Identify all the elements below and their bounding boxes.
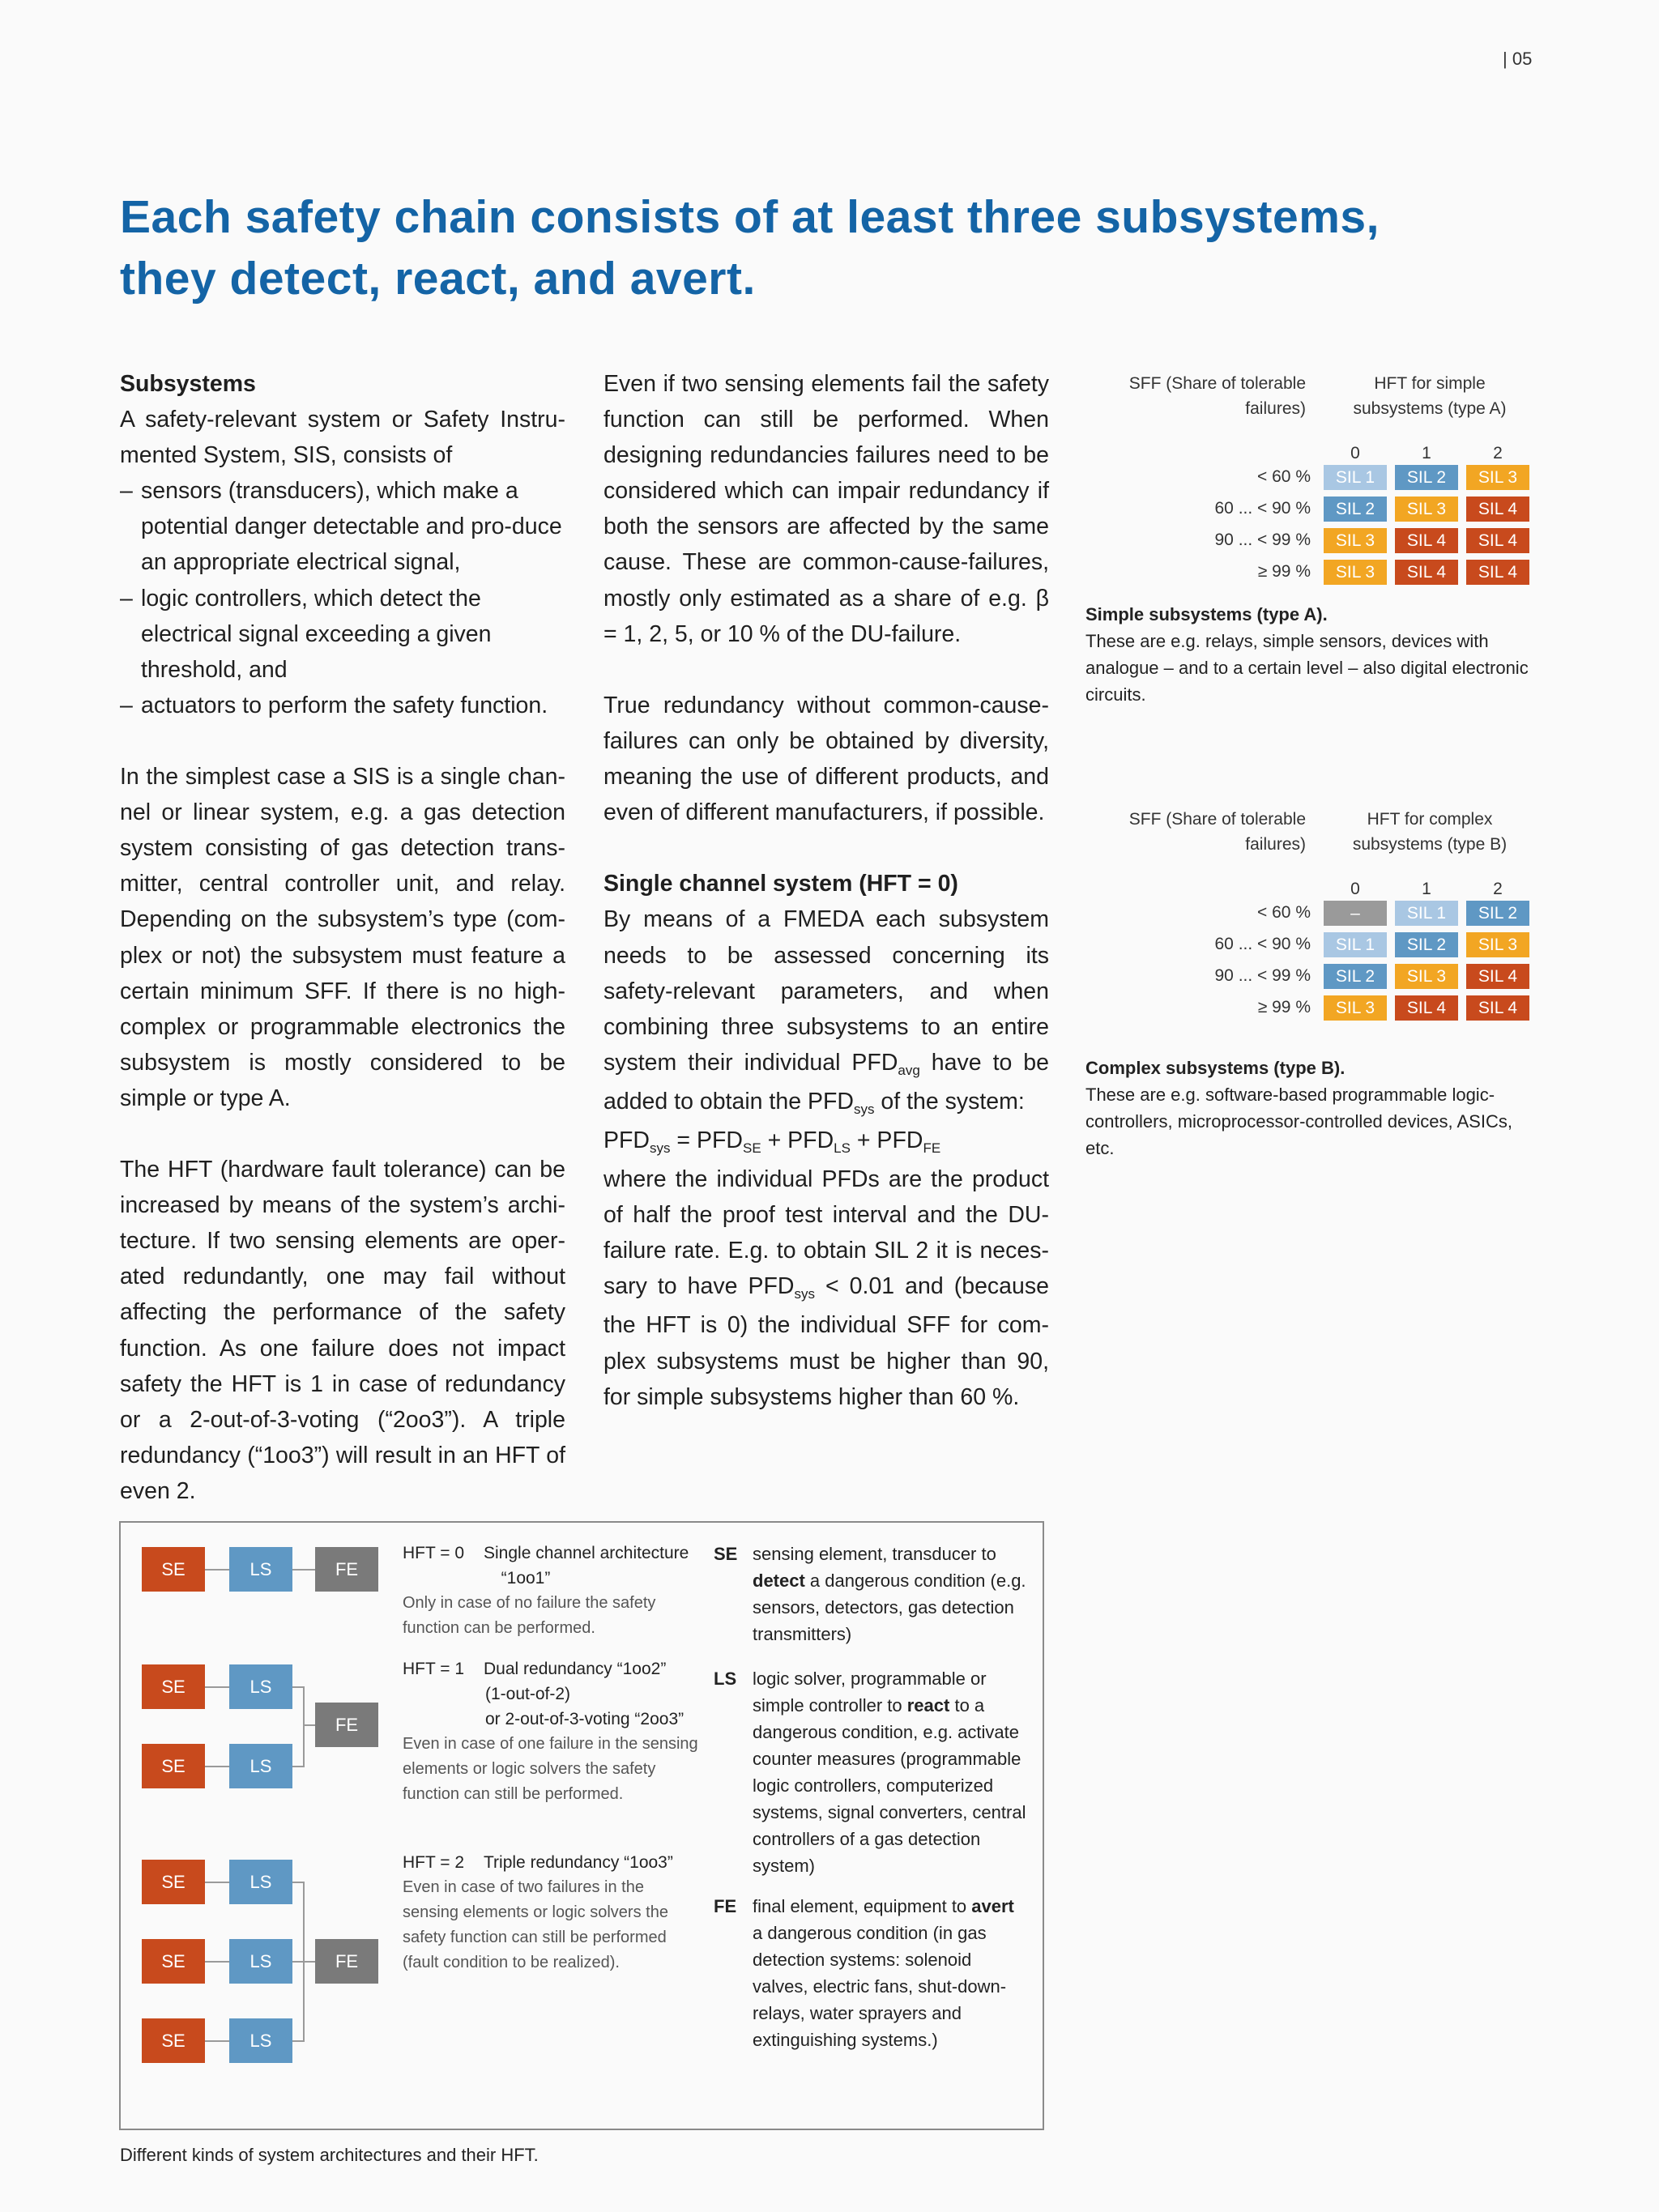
connector [205, 2040, 229, 2042]
hft-header: HFT for complex subsystems (type B) [1352, 810, 1508, 854]
title-line-2: they detect, react, and avert. [120, 253, 756, 305]
connector [292, 1961, 315, 1963]
ls-box: LS [229, 1664, 292, 1709]
hft-col-label: 1 [1422, 444, 1431, 462]
connector [205, 1569, 229, 1571]
se-box: SE [142, 2018, 205, 2063]
sff-range-label: < 60 % [1257, 903, 1311, 922]
sil-cell: SIL 4 [1466, 995, 1529, 1021]
sil-cell: SIL 3 [1324, 560, 1387, 585]
ls-box: LS [229, 1939, 292, 1984]
list-item [120, 473, 565, 580]
hft2-label: HFT = 2 [403, 1853, 465, 1872]
hft0-title: Single channel architecture [484, 1544, 689, 1562]
sff-range-label: 90 ... < 99 % [1214, 966, 1311, 985]
legend-text: final element, equipment to avert a dangerous condition (in gas detection systems: solenoid valves, electric fans, shut-down-relays, water sprayers and extinguishing systems.) [753, 1896, 1014, 2050]
fe-box: FE [315, 1939, 378, 1984]
sil-cell: SIL 2 [1324, 497, 1387, 522]
sff-range-label: < 60 % [1257, 467, 1311, 486]
connector [205, 1766, 229, 1767]
hft-col-label: 0 [1350, 880, 1360, 898]
sff-range-label: ≥ 99 % [1257, 998, 1311, 1016]
single-channel-heading: Single channel system (HFT = 0) [603, 871, 958, 897]
dash: – [120, 692, 133, 718]
sil-cell: SIL 3 [1466, 932, 1529, 957]
paragraph: True redundancy without common-cause-failures can only be obtained by diversity, meaning the use of different products, and even of different manufacturers, if possible. [603, 692, 1049, 826]
fe-box: FE [315, 1703, 378, 1747]
connector [292, 1569, 315, 1571]
pfd-formula: $PFD_{sys} = PFD_{SE} + PFD_{LS} + PFD_{FE}$ [603, 1127, 941, 1156]
paragraph: Even if two sensing elements fail the safety function can still be performed. When designing redundancies failures need to be considered which can impair redundancy if both the sensors are affected by the same cause. These are common-cause-failures, mostly only estimated as a share of e.g. β = 1, 2, 5, or 10 % of the DU-failure. [603, 371, 1049, 647]
hft2-title: Triple redundancy “1oo3” [484, 1853, 673, 1872]
title-line-1: Each safety chain consists of at least three subsystems, [120, 191, 1380, 243]
hft0-label: HFT = 0 [403, 1544, 465, 1562]
connector [292, 1686, 304, 1688]
legend-fe [714, 1893, 1038, 2055]
legend-key: SE [714, 1544, 738, 1564]
paragraph: In the simplest case a SIS is a single chan-nel or linear system, e.g. a gas detection system consisting of gas detection trans-mitter, central controller unit, and relay. Depending on the subsystem’s type (com-plex or not) the subsystem must feature a certain minimum SFF. If there is no high-complex or programmable electronics the subsystem is mostly considered to be simple or type A. [120, 764, 565, 1111]
hft-col-label: 2 [1493, 880, 1503, 898]
hft2-note: Even in case of two failures in the sensing elements or logic solvers the safety function can still be performed (fault condition to be realized). [403, 1878, 668, 1971]
dash: – [120, 585, 133, 612]
sil-table-type-b [1085, 807, 1539, 1025]
dash: – [120, 478, 133, 505]
legend-text: logic solver, programmable or simple controller to react to a dangerous condition, e.g. activate counter measures (programmable logic controllers, computerized systems, signal converters, central controllers of a gas detection system) [753, 1669, 1026, 1876]
sff-range-label: ≥ 99 % [1257, 562, 1311, 581]
sil-cell: – [1324, 901, 1387, 926]
sil-cell: SIL 4 [1466, 528, 1529, 553]
hft-col-label: 1 [1422, 880, 1431, 898]
column-2 [603, 366, 1049, 1415]
legend-key: LS [714, 1669, 737, 1689]
bullet-text: sensors (transducers), which make a potential danger detectable and pro-duce an appropriate electrical signal, [141, 478, 562, 576]
bullet-text: actuators to perform the safety function. [141, 692, 548, 718]
se-box: SE [142, 1664, 205, 1709]
sil-cell: SIL 4 [1466, 964, 1529, 989]
sff-range-label: 90 ... < 99 % [1214, 531, 1311, 549]
sil-table-type-a [1085, 371, 1539, 590]
architecture-diagram [119, 1521, 1044, 2130]
sil-cell: SIL 3 [1395, 497, 1458, 522]
hft-columns [1085, 439, 1539, 463]
connector [303, 1724, 315, 1726]
subsystems-heading: Subsystems [120, 371, 256, 397]
connector [292, 1882, 304, 1883]
hft1-title2: (1-out-of-2) [485, 1685, 571, 1703]
sil-row [1085, 899, 1539, 931]
sff-range-label: 60 ... < 90 % [1214, 935, 1311, 953]
list-item [120, 688, 565, 723]
list-item [120, 581, 565, 688]
paragraph: The HFT (hardware fault tolerance) can be increased by means of the system’s archi-tecture. If two sensing elements are oper-ated redundantly, one may fail without affecting the performance of the safety function. As one failure does not impact safety the HFT is 1 in case of redundancy or a 2-out-of-3-voting (“2oo3”). A triple redundancy (“1oo3”) will result in an HFT of even 2. [120, 1157, 565, 1504]
hft0-note: Only in case of no failure the safety function can be performed. [403, 1594, 656, 1637]
connector [303, 1686, 305, 1767]
hft0-title2: “1oo1” [501, 1569, 551, 1588]
connector [292, 2040, 304, 2042]
page-title [120, 186, 1594, 309]
type-a-title: Simple subsystems (type A). [1085, 604, 1328, 624]
subsystems-intro: A safety-relevant system or Safety Instru-mented System, SIS, consists of [120, 407, 565, 469]
legend-se [714, 1541, 1038, 1654]
sil-cell: SIL 3 [1324, 995, 1387, 1021]
sil-row [1085, 495, 1539, 526]
hft1-note: Even in case of one failure in the sensing elements or logic solvers the safety function can still be performed. [403, 1735, 698, 1803]
sil-cell: SIL 2 [1395, 465, 1458, 490]
hft-col-label: 2 [1493, 444, 1503, 462]
legend-key: FE [714, 1896, 737, 1916]
legend-text: sensing element, transducer to detect a dangerous condition (e.g. sensors, detectors, gas detection transmitters) [753, 1544, 1026, 1644]
sil-cell: SIL 2 [1395, 932, 1458, 957]
se-box: SE [142, 1939, 205, 1984]
sil-cell: SIL 3 [1395, 964, 1458, 989]
sil-row [1085, 558, 1539, 590]
hft-col-label: 0 [1350, 444, 1360, 462]
column-1 [120, 366, 565, 1509]
paragraph: By means of a FMEDA each subsystem needs to be assessed concerning its safety-relevant parameters, and when combining three subsystems to an entire system their individual $PFD_{avg}$ have to be added to obtain the $PFD_{sys}$ of the system: [603, 906, 1049, 1117]
connector [205, 1961, 229, 1963]
sil-cell: SIL 3 [1324, 528, 1387, 553]
sil-row [1085, 463, 1539, 495]
subsystem-list [120, 473, 565, 723]
ls-box: LS [229, 2018, 292, 2063]
type-b-text: These are e.g. software-based programmable logic-controllers, microprocessor-controlled devices, ASICs, etc. [1085, 1085, 1512, 1158]
sff-header: SFF (Share of tolerable failures) [1128, 374, 1306, 418]
sil-cell: SIL 1 [1395, 901, 1458, 926]
type-a-description [1085, 601, 1539, 708]
sil-cell: SIL 2 [1466, 901, 1529, 926]
type-b-title: Complex subsystems (type B). [1085, 1058, 1346, 1078]
sil-cell: SIL 2 [1324, 964, 1387, 989]
connector [205, 1882, 229, 1883]
sil-row [1085, 526, 1539, 558]
page-number: | 05 [1503, 49, 1533, 69]
paragraph: where the individual PFDs are the product of half the proof test interval and the DU-failure rate. E.g. to obtain SIL 2 it is neces-sary to have $PFD_{sys} < 0.01$ and (because the HFT is 0) the individual SFF for com-plex subsystems must be higher than 90, for simple subsystems higher than 60 %. [603, 1166, 1049, 1410]
fe-box: FE [315, 1547, 378, 1592]
hft1-title: Dual redundancy “1oo2” [484, 1660, 667, 1678]
ls-box: LS [229, 1860, 292, 1904]
hft-columns [1085, 875, 1539, 899]
se-box: SE [142, 1860, 205, 1904]
sil-row [1085, 994, 1539, 1025]
se-box: SE [142, 1547, 205, 1592]
hft1-label: HFT = 1 [403, 1660, 465, 1678]
hft1-title3: or 2-out-of-3-voting “2oo3” [485, 1710, 684, 1728]
sil-cell: SIL 4 [1466, 497, 1529, 522]
se-box: SE [142, 1744, 205, 1788]
sil-cell: SIL 4 [1395, 528, 1458, 553]
figure-caption: Different kinds of system architectures and their HFT. [120, 2145, 539, 2165]
sil-cell: SIL 1 [1324, 932, 1387, 957]
sil-row [1085, 962, 1539, 994]
bullet-text: logic controllers, which detect the electrical signal exceeding a given threshold, and [141, 585, 492, 683]
type-b-description [1085, 1055, 1539, 1161]
hft-header: HFT for simple subsystems (type A) [1353, 374, 1507, 418]
ls-box: LS [229, 1547, 292, 1592]
sil-cell: SIL 4 [1395, 560, 1458, 585]
type-a-text: These are e.g. relays, simple sensors, devices with analogue – and to a certain level – also digital electronic circuits. [1085, 631, 1529, 705]
connector [205, 1686, 229, 1688]
sil-cell: SIL 1 [1324, 465, 1387, 490]
sff-range-label: 60 ... < 90 % [1214, 499, 1311, 518]
ls-box: LS [229, 1744, 292, 1788]
sil-cell: SIL 4 [1466, 560, 1529, 585]
sil-row [1085, 931, 1539, 962]
sil-cell: SIL 4 [1395, 995, 1458, 1021]
sil-cell: SIL 3 [1466, 465, 1529, 490]
legend-ls [714, 1665, 1038, 1884]
connector [292, 1766, 304, 1767]
sff-header: SFF (Share of tolerable failures) [1128, 810, 1306, 854]
